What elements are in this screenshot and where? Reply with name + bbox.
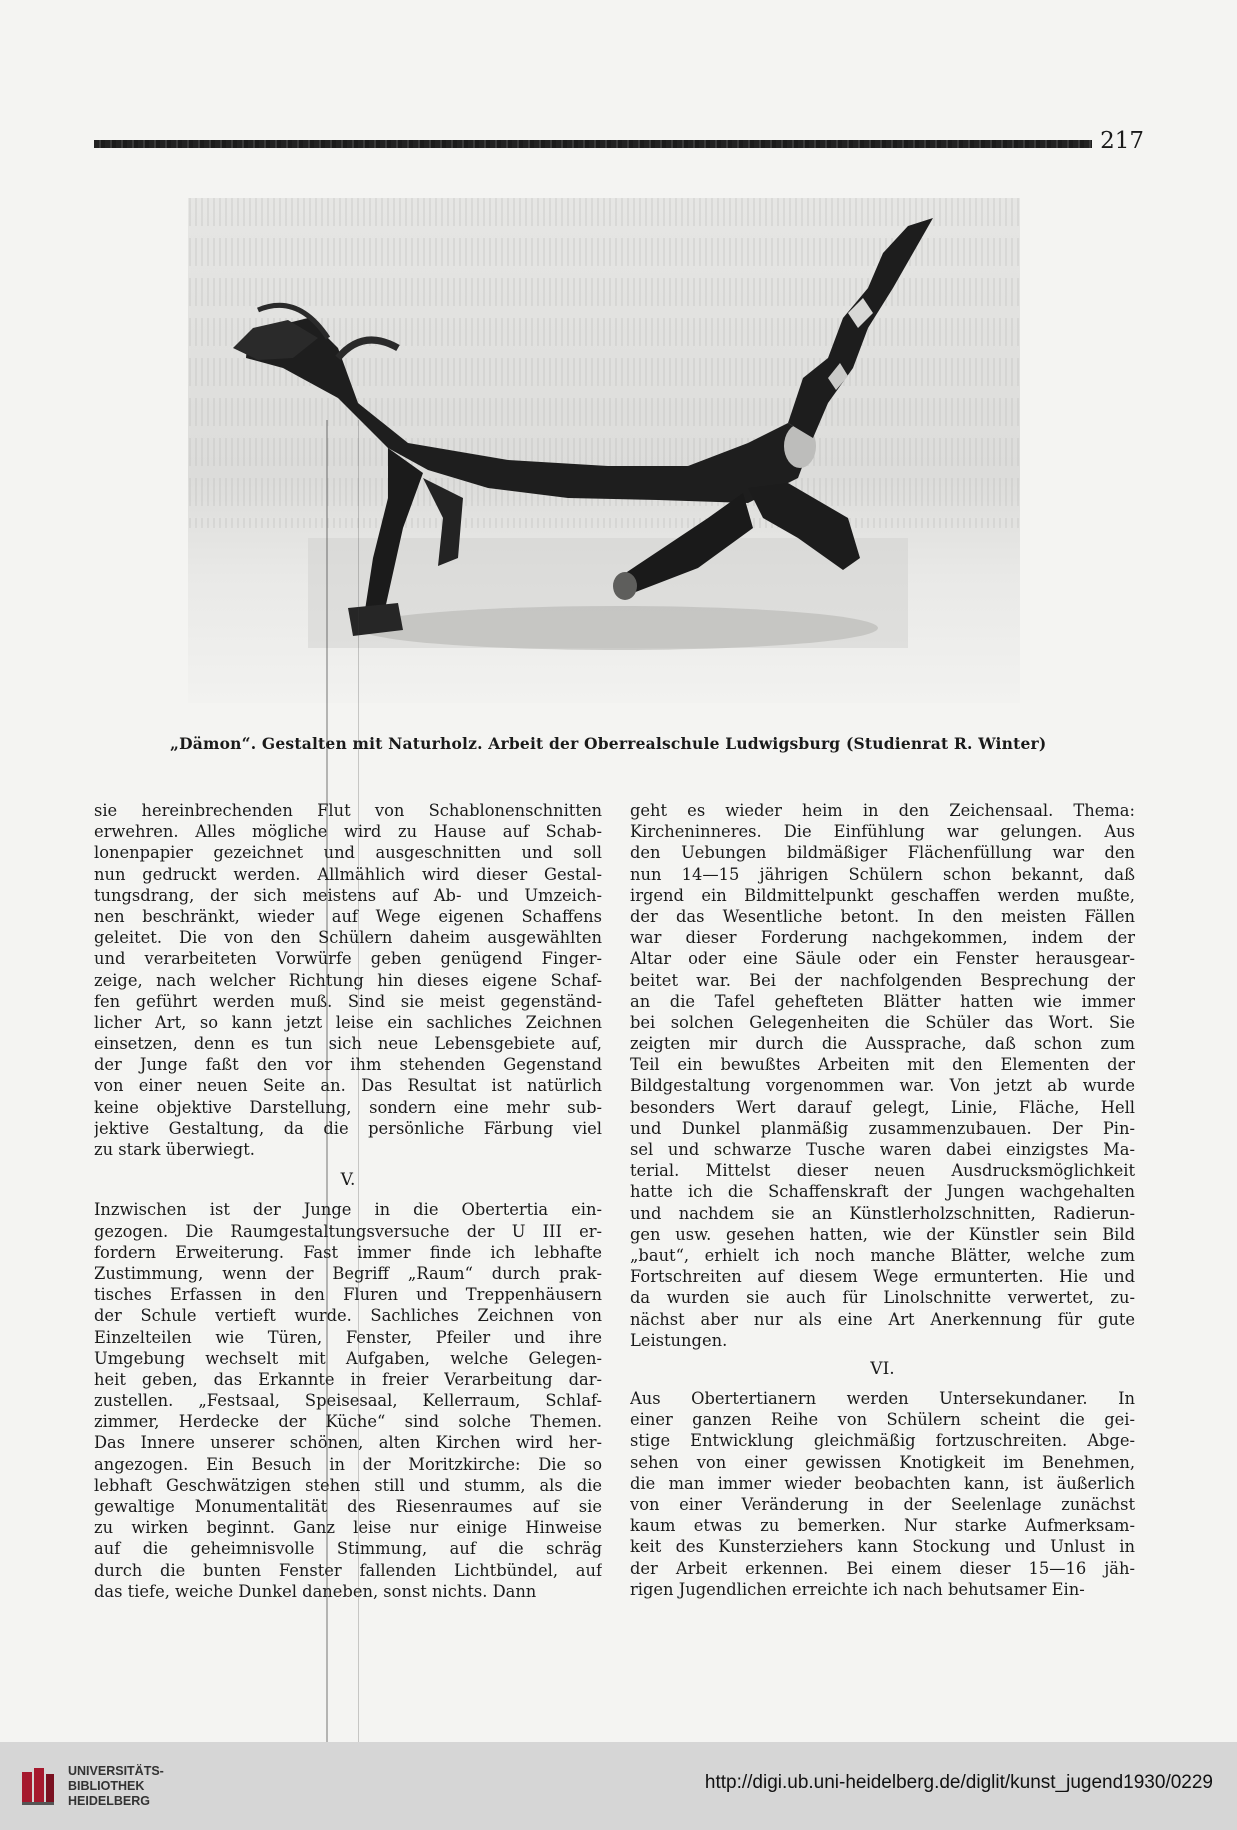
text-line: rigen Jugendlichen erreichte ich nach behutsamer Ein- [630,1579,1085,1599]
figure-caption: „Dämon“. Gestalten mit Naturholz. Arbeit der Oberrealschule Ludwigsburg (Studienrat R. Winter) [170,734,1047,753]
text-line: zustellen. „Festsaal, Speisesaal, Kellerraum, Schlaf- [94,1391,602,1411]
viewer-footer [0,1742,1237,1830]
text-line: besonders Wert darauf gelegt, Linie, Fläche, Hell [630,1097,1135,1117]
page-number: 217 [1100,128,1144,154]
text-line: einsetzen, denn es tun sich neue Lebensgebiete auf, [94,1034,602,1054]
text-line: das tiefe, weiche Dunkel daneben, sonst nichts. Dann [94,1581,537,1601]
text-line: jektive Gestaltung, da die persönliche Färbung viel [94,1118,602,1138]
text-line: an die Tafel gehefteten Blätter hatten wie immer [630,991,1135,1011]
text-line: gewaltige Monumentalität des Riesenraumes auf sie [94,1497,602,1517]
text-line: erwehren. Alles mögliche wird zu Hause auf Schab- [94,822,602,842]
text-line: keine objektive Darstellung, sondern eine mehr sub- [94,1097,602,1117]
text-line: nächst aber nur als eine Art Anerkennung für gute [630,1309,1135,1329]
library-name-line: HEIDELBERG [68,1794,150,1808]
scan-crease [358,420,359,1750]
right-column [630,800,1135,1600]
text-line: Umgebung wechselt mit Aufgaben, welche Gelegen- [94,1348,602,1368]
text-line: und nachdem sie an Künstlerholzschnitten, Radierun- [630,1203,1135,1223]
text-line: sel und schwarze Tusche waren dabei einzigstes Ma- [630,1140,1135,1159]
left-column [94,800,602,1602]
text-line: die man immer wieder beobachten kann, ist äußerlich [630,1473,1135,1493]
text-line: der Arbeit erkennen. Bei einem dieser 15—16 jäh- [630,1558,1135,1578]
text-line: Bildgestaltung vorgenommen war. Von jetzt ab wurde [630,1076,1135,1096]
text-line: der Schule vertieft wurde. Sachliches Zeichnen von [94,1306,602,1326]
text-line: beitet war. Bei der nachfolgenden Besprechung der [630,970,1135,990]
text-line: bei solchen Gelegenheiten die Schüler das Wort. Sie [630,1012,1135,1032]
text-line: zu stark überwiegt. [94,1140,255,1159]
text-line: Kircheninneres. Die Einfühlung war gelungen. Aus [630,822,1135,842]
text-line: geht es wieder heim in den Zeichensaal. Thema: [630,801,1135,820]
text-line: tisches Erfassen in den Fluren und Treppenhäusern [94,1285,602,1305]
text-line: den Uebungen bildmäßiger Flächenfüllung war den [630,843,1135,863]
text-line: zeigten mir durch die Aussprache, daß schon zum [630,1034,1135,1054]
right-paragraph-1 [630,800,1135,1351]
text-line: von einer Veränderung in der Seelenlage zunächst [630,1495,1135,1515]
text-line: heit geben, das Erkannte in freier Verarbeitung dar- [94,1369,602,1389]
text-line: Fortschreiten auf diesem Wege ermunterten. Hie und [630,1267,1135,1287]
left-paragraph-1 [94,800,602,1160]
text-line: Das Innere unserer schönen, alten Kirchen wird her- [94,1433,602,1453]
text-line: fen geführt werden muß. Sind sie meist gegenständ- [94,991,602,1011]
section-heading-v: V. [340,1170,356,1191]
library-name-line: BIBLIOTHEK [68,1779,145,1793]
text-line: Altar oder eine Säule oder ein Fenster herausgear- [630,949,1135,969]
text-line: nun 14—15 jährigen Schülern schon bekannt, daß [630,864,1135,884]
text-line: und Dunkel planmäßig zusammenzubauen. Der Pin- [630,1118,1135,1138]
left-paragraph-2 [94,1199,602,1602]
text-line: und verarbeiteten Vorwürfe geben genügend Finger- [94,949,602,969]
text-line: tungsdrang, der sich meistens auf Ab- und Umzeich- [94,885,602,905]
text-line: Zustimmung, wenn der Begriff „Raum“ durch prak- [94,1263,602,1283]
text-line: stige Entwicklung gleichmäßig fortzuschreiten. Abge- [630,1431,1135,1451]
text-line: der Junge faßt den vor ihm stehenden Gegenstand [94,1055,602,1075]
text-line: Teil ein bewußtes Arbeiten mit den Elementen der [630,1055,1135,1075]
library-name [68,1764,164,1809]
text-line: Leistungen. [630,1330,728,1350]
text-line: fordern Erweiterung. Fast immer finde ich lebhafte [94,1242,602,1262]
library-name-line: UNIVERSITÄTS- [68,1764,164,1778]
text-line: „baut“, erhielt ich noch manche Blätter, welche zum [630,1245,1135,1265]
permalink-url[interactable]: http://digi.ub.uni-heidelberg.de/diglit/kunst_jugend1930/0229 [704,1772,1213,1793]
text-line: von einer neuen Seite an. Das Resultat ist natürlich [94,1076,602,1096]
scan-crease [326,420,328,1750]
text-line: Einzelteilen wie Türen, Fenster, Pfeiler und ihre [94,1327,602,1347]
text-line: kaum etwas zu bemerken. Nur starke Aufmerksam- [630,1516,1135,1536]
text-line: einer ganzen Reihe von Schülern scheint die gei- [630,1410,1135,1430]
text-line: Inzwischen ist der Junge in die Obertertia ein- [94,1200,602,1220]
text-line: geleitet. Die von den Schülern daheim ausgewählten [94,928,602,948]
text-line: Aus Obertertianern werden Untersekundaner. In [630,1389,1135,1409]
text-line: der das Wesentliche betont. In den meisten Fällen [630,906,1135,926]
text-line: nun gedruckt werden. Allmählich wird dieser Gestal- [94,864,602,884]
text-line: sehen von einer gewissen Knotigkeit im Benehmen, [630,1452,1135,1472]
text-line: war dieser Forderung nachgekommen, indem der [630,928,1135,948]
section-heading-vi: VI. [870,1358,895,1379]
text-line: da wurden sie auch für Linolschnitte verwertet, zu- [630,1288,1135,1308]
text-line: lonenpapier gezeichnet und ausgeschnitten und soll [94,843,602,863]
right-paragraph-2 [630,1388,1135,1600]
text-line: zeige, nach welcher Richtung hin dieses eigene Schaf- [94,970,602,990]
text-line: irgend ein Bildmittelpunkt geschaffen werden mußte, [630,885,1135,905]
text-line: keit des Kunsterziehers kann Stockung und Unlust in [630,1537,1135,1557]
text-line: angezogen. Ein Besuch in der Moritzkirche: Die so [94,1454,602,1474]
text-line: sie hereinbrechenden Flut von Schablonenschnitten [94,801,602,820]
header-rule [94,140,1092,148]
text-line: nen beschränkt, wieder auf Wege eigenen Schaffens [94,906,602,926]
text-line: licher Art, so kann jetzt leise ein sachliches Zeichnen [94,1012,602,1032]
text-line: gezogen. Die Raumgestaltungsversuche der U III er- [94,1221,602,1241]
text-line: zu wirken beginnt. Ganz leise nur einige Hinweise [94,1518,602,1538]
text-line: zimmer, Herdecke der Küche“ sind solche Themen. [94,1412,602,1432]
text-line: hatte ich die Schaffenskraft der Jungen wachgehalten [630,1182,1135,1202]
text-line: auf die geheimnisvolle Stimmung, auf die schräg [94,1539,602,1559]
text-line: terial. Mittelst dieser neuen Ausdrucksmöglichkeit [630,1161,1135,1181]
university-library-logo-icon [18,1764,58,1808]
demon-wood-sculpture [188,198,1020,703]
text-line: durch die bunten Fenster fallenden Lichtbündel, auf [94,1560,602,1580]
figure-photo [188,198,1020,703]
text-line: lebhaft Geschwätzigen stehen still und stumm, als die [94,1475,602,1495]
text-line: gen usw. gesehen hatten, wie der Künstler sein Bild [630,1224,1135,1244]
